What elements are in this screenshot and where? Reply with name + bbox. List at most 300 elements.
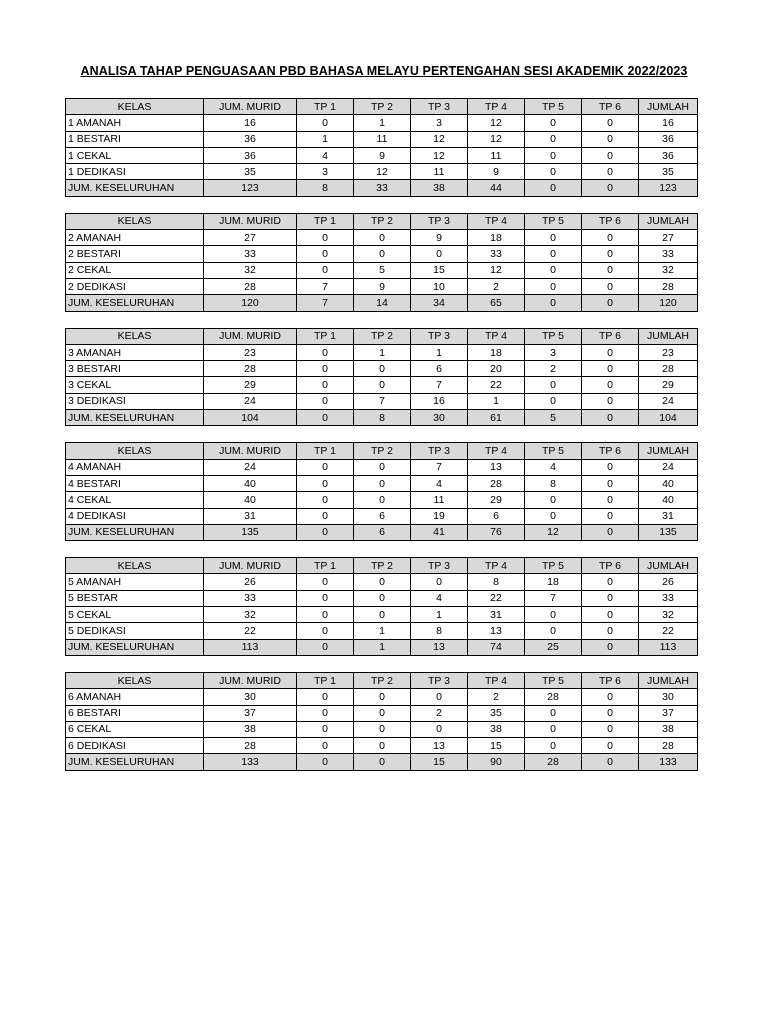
value-cell: 7 [354, 393, 411, 409]
value-cell: 2 [525, 361, 582, 377]
class-name-cell: 1 AMANAH [66, 115, 204, 131]
column-header: TP 1 [297, 99, 354, 115]
value-cell: 1 [411, 607, 468, 623]
class-name-cell: 4 BESTARI [66, 475, 204, 491]
column-header: KELAS [66, 99, 204, 115]
value-cell: 26 [639, 574, 698, 590]
value-cell: 3 [525, 344, 582, 360]
value-cell: 38 [204, 721, 297, 737]
value-cell: 16 [204, 115, 297, 131]
total-row [66, 295, 698, 311]
value-cell: 9 [354, 278, 411, 294]
value-cell: 0 [297, 459, 354, 475]
class-name-cell: 5 CEKAL [66, 607, 204, 623]
value-cell: 16 [411, 393, 468, 409]
class-name-cell: 5 DEDIKASI [66, 623, 204, 639]
value-cell: 0 [582, 689, 639, 705]
total-value-cell: 61 [468, 410, 525, 426]
value-cell: 28 [639, 361, 698, 377]
total-value-cell: 120 [204, 295, 297, 311]
header-row [66, 558, 698, 574]
value-cell: 0 [297, 689, 354, 705]
column-header: TP 2 [354, 213, 411, 229]
table-row [66, 147, 698, 163]
column-header: TP 6 [582, 99, 639, 115]
column-header: TP 3 [411, 558, 468, 574]
column-header: TP 2 [354, 443, 411, 459]
total-value-cell: 12 [525, 524, 582, 540]
column-header: TP 5 [525, 558, 582, 574]
total-value-cell: 120 [639, 295, 698, 311]
column-header: TP 4 [468, 213, 525, 229]
value-cell: 37 [639, 705, 698, 721]
class-name-cell: 6 AMANAH [66, 689, 204, 705]
table-row [66, 230, 698, 246]
value-cell: 33 [639, 246, 698, 262]
value-cell: 30 [204, 689, 297, 705]
value-cell: 16 [639, 115, 698, 131]
value-cell: 24 [204, 459, 297, 475]
column-header: JUM. MURID [204, 558, 297, 574]
value-cell: 0 [354, 492, 411, 508]
column-header: JUMLAH [639, 558, 698, 574]
value-cell: 0 [297, 508, 354, 524]
value-cell: 0 [582, 508, 639, 524]
total-value-cell: 74 [468, 639, 525, 655]
value-cell: 7 [297, 278, 354, 294]
table-row [66, 377, 698, 393]
total-row [66, 639, 698, 655]
column-header: KELAS [66, 328, 204, 344]
value-cell: 27 [639, 230, 698, 246]
class-name-cell: 6 CEKAL [66, 721, 204, 737]
column-header: TP 3 [411, 672, 468, 688]
header-row [66, 672, 698, 688]
column-header: TP 2 [354, 672, 411, 688]
value-cell: 28 [204, 738, 297, 754]
value-cell: 3 [297, 164, 354, 180]
class-name-cell: 1 DEDIKASI [66, 164, 204, 180]
value-cell: 4 [297, 147, 354, 163]
value-cell: 0 [297, 115, 354, 131]
total-value-cell: 33 [354, 180, 411, 196]
total-value-cell: 0 [525, 295, 582, 311]
total-value-cell: 123 [204, 180, 297, 196]
total-value-cell: 123 [639, 180, 698, 196]
table-row [66, 574, 698, 590]
total-value-cell: 38 [411, 180, 468, 196]
total-value-cell: 0 [582, 180, 639, 196]
value-cell: 35 [639, 164, 698, 180]
value-cell: 0 [582, 721, 639, 737]
value-cell: 22 [468, 590, 525, 606]
column-header: TP 5 [525, 99, 582, 115]
total-value-cell: 65 [468, 295, 525, 311]
value-cell: 15 [411, 262, 468, 278]
total-label-cell: JUM. KESELURUHAN [66, 524, 204, 540]
column-header: TP 2 [354, 558, 411, 574]
column-header: TP 3 [411, 328, 468, 344]
class-name-cell: 4 AMANAH [66, 459, 204, 475]
value-cell: 0 [525, 147, 582, 163]
value-cell: 26 [204, 574, 297, 590]
column-header: TP 4 [468, 672, 525, 688]
column-header: JUM. MURID [204, 99, 297, 115]
value-cell: 11 [354, 131, 411, 147]
class-name-cell: 2 DEDIKASI [66, 278, 204, 294]
total-value-cell: 1 [354, 639, 411, 655]
value-cell: 0 [525, 230, 582, 246]
value-cell: 0 [297, 607, 354, 623]
value-cell: 0 [354, 361, 411, 377]
total-value-cell: 135 [204, 524, 297, 540]
total-value-cell: 41 [411, 524, 468, 540]
column-header: TP 6 [582, 443, 639, 459]
column-header: KELAS [66, 558, 204, 574]
value-cell: 0 [297, 623, 354, 639]
value-cell: 0 [582, 361, 639, 377]
value-cell: 1 [354, 623, 411, 639]
total-value-cell: 14 [354, 295, 411, 311]
value-cell: 38 [639, 721, 698, 737]
column-header: KELAS [66, 443, 204, 459]
table-row [66, 508, 698, 524]
value-cell: 0 [582, 393, 639, 409]
table-row [66, 738, 698, 754]
total-value-cell: 0 [297, 524, 354, 540]
value-cell: 12 [411, 147, 468, 163]
value-cell: 32 [204, 607, 297, 623]
value-cell: 12 [468, 262, 525, 278]
total-value-cell: 104 [639, 410, 698, 426]
value-cell: 10 [411, 278, 468, 294]
total-label-cell: JUM. KESELURUHAN [66, 639, 204, 655]
value-cell: 8 [468, 574, 525, 590]
column-header: JUMLAH [639, 328, 698, 344]
value-cell: 33 [204, 246, 297, 262]
value-cell: 33 [639, 590, 698, 606]
value-cell: 0 [354, 377, 411, 393]
table-row [66, 344, 698, 360]
value-cell: 8 [411, 623, 468, 639]
table-row [66, 607, 698, 623]
value-cell: 5 [354, 262, 411, 278]
value-cell: 0 [297, 230, 354, 246]
total-label-cell: JUM. KESELURUHAN [66, 410, 204, 426]
column-header: TP 1 [297, 558, 354, 574]
table-row [66, 164, 698, 180]
value-cell: 27 [204, 230, 297, 246]
value-cell: 0 [297, 574, 354, 590]
value-cell: 0 [582, 705, 639, 721]
value-cell: 0 [354, 721, 411, 737]
value-cell: 22 [468, 377, 525, 393]
value-cell: 24 [639, 459, 698, 475]
value-cell: 9 [468, 164, 525, 180]
value-cell: 0 [354, 607, 411, 623]
column-header: TP 4 [468, 443, 525, 459]
column-header: JUM. MURID [204, 328, 297, 344]
value-cell: 0 [297, 492, 354, 508]
value-cell: 33 [468, 246, 525, 262]
total-value-cell: 0 [582, 524, 639, 540]
value-cell: 0 [525, 393, 582, 409]
value-cell: 0 [582, 164, 639, 180]
value-cell: 0 [525, 262, 582, 278]
value-cell: 19 [411, 508, 468, 524]
value-cell: 0 [525, 738, 582, 754]
value-cell: 0 [297, 393, 354, 409]
value-cell: 0 [525, 705, 582, 721]
table-row [66, 131, 698, 147]
total-value-cell: 113 [639, 639, 698, 655]
column-header: TP 3 [411, 213, 468, 229]
value-cell: 28 [468, 475, 525, 491]
table-row [66, 262, 698, 278]
column-header: KELAS [66, 672, 204, 688]
value-cell: 6 [354, 508, 411, 524]
value-cell: 0 [582, 738, 639, 754]
column-header: TP 4 [468, 99, 525, 115]
value-cell: 23 [639, 344, 698, 360]
value-cell: 12 [468, 115, 525, 131]
value-cell: 9 [411, 230, 468, 246]
column-header: TP 4 [468, 558, 525, 574]
value-cell: 12 [468, 131, 525, 147]
class-name-cell: 6 BESTARI [66, 705, 204, 721]
class-name-cell: 4 CEKAL [66, 492, 204, 508]
value-cell: 4 [411, 590, 468, 606]
class-name-cell: 4 DEDIKASI [66, 508, 204, 524]
value-cell: 0 [582, 246, 639, 262]
value-cell: 4 [525, 459, 582, 475]
value-cell: 38 [468, 721, 525, 737]
class-name-cell: 5 AMANAH [66, 574, 204, 590]
value-cell: 22 [639, 623, 698, 639]
value-cell: 23 [204, 344, 297, 360]
value-cell: 0 [354, 574, 411, 590]
column-header: TP 1 [297, 328, 354, 344]
class-name-cell: 6 DEDIKASI [66, 738, 204, 754]
total-value-cell: 113 [204, 639, 297, 655]
value-cell: 31 [639, 508, 698, 524]
column-header: JUM. MURID [204, 672, 297, 688]
value-cell: 0 [525, 377, 582, 393]
table-row [66, 361, 698, 377]
value-cell: 40 [639, 492, 698, 508]
total-value-cell: 25 [525, 639, 582, 655]
total-value-cell: 6 [354, 524, 411, 540]
value-cell: 0 [525, 115, 582, 131]
table-row [66, 590, 698, 606]
column-header: KELAS [66, 213, 204, 229]
value-cell: 36 [639, 131, 698, 147]
total-value-cell: 44 [468, 180, 525, 196]
column-header: TP 1 [297, 213, 354, 229]
value-cell: 3 [411, 115, 468, 131]
total-row [66, 410, 698, 426]
value-cell: 0 [582, 574, 639, 590]
column-header: JUMLAH [639, 672, 698, 688]
class-table-3 [65, 328, 698, 427]
value-cell: 40 [204, 492, 297, 508]
column-header: JUMLAH [639, 213, 698, 229]
column-header: TP 5 [525, 328, 582, 344]
header-row [66, 213, 698, 229]
value-cell: 0 [411, 721, 468, 737]
value-cell: 0 [582, 147, 639, 163]
value-cell: 28 [639, 278, 698, 294]
value-cell: 0 [582, 607, 639, 623]
value-cell: 0 [582, 131, 639, 147]
value-cell: 11 [411, 492, 468, 508]
class-name-cell: 2 BESTARI [66, 246, 204, 262]
total-value-cell: 0 [525, 180, 582, 196]
value-cell: 33 [204, 590, 297, 606]
value-cell: 0 [525, 164, 582, 180]
column-header: JUMLAH [639, 443, 698, 459]
value-cell: 0 [354, 459, 411, 475]
value-cell: 0 [297, 377, 354, 393]
value-cell: 28 [204, 278, 297, 294]
value-cell: 0 [525, 607, 582, 623]
total-value-cell: 0 [354, 754, 411, 770]
table-row [66, 475, 698, 491]
value-cell: 2 [468, 278, 525, 294]
column-header: TP 5 [525, 443, 582, 459]
value-cell: 0 [354, 590, 411, 606]
class-table-5 [65, 557, 698, 656]
value-cell: 0 [297, 705, 354, 721]
total-value-cell: 104 [204, 410, 297, 426]
value-cell: 35 [468, 705, 525, 721]
class-name-cell: 3 CEKAL [66, 377, 204, 393]
total-value-cell: 34 [411, 295, 468, 311]
class-name-cell: 2 AMANAH [66, 230, 204, 246]
value-cell: 32 [639, 262, 698, 278]
total-label-cell: JUM. KESELURUHAN [66, 295, 204, 311]
value-cell: 1 [354, 115, 411, 131]
value-cell: 2 [468, 689, 525, 705]
total-row [66, 754, 698, 770]
column-header: TP 4 [468, 328, 525, 344]
table-row [66, 459, 698, 475]
value-cell: 8 [525, 475, 582, 491]
total-value-cell: 0 [582, 295, 639, 311]
value-cell: 0 [582, 278, 639, 294]
table-row [66, 278, 698, 294]
value-cell: 11 [468, 147, 525, 163]
value-cell: 30 [639, 689, 698, 705]
value-cell: 0 [525, 131, 582, 147]
value-cell: 40 [639, 475, 698, 491]
column-header: TP 3 [411, 99, 468, 115]
class-name-cell: 1 BESTARI [66, 131, 204, 147]
class-table-6 [65, 672, 698, 771]
value-cell: 6 [411, 361, 468, 377]
column-header: JUM. MURID [204, 443, 297, 459]
total-row [66, 180, 698, 196]
column-header: TP 3 [411, 443, 468, 459]
value-cell: 0 [582, 623, 639, 639]
value-cell: 9 [354, 147, 411, 163]
value-cell: 0 [297, 475, 354, 491]
value-cell: 0 [354, 246, 411, 262]
value-cell: 20 [468, 361, 525, 377]
value-cell: 7 [525, 590, 582, 606]
value-cell: 29 [204, 377, 297, 393]
value-cell: 0 [411, 574, 468, 590]
value-cell: 28 [639, 738, 698, 754]
value-cell: 7 [411, 377, 468, 393]
column-header: TP 1 [297, 443, 354, 459]
total-label-cell: JUM. KESELURUHAN [66, 180, 204, 196]
total-value-cell: 30 [411, 410, 468, 426]
value-cell: 0 [525, 623, 582, 639]
value-cell: 0 [525, 246, 582, 262]
total-value-cell: 133 [639, 754, 698, 770]
header-row [66, 443, 698, 459]
value-cell: 1 [411, 344, 468, 360]
value-cell: 0 [297, 590, 354, 606]
value-cell: 37 [204, 705, 297, 721]
total-value-cell: 0 [297, 754, 354, 770]
value-cell: 22 [204, 623, 297, 639]
class-name-cell: 3 DEDIKASI [66, 393, 204, 409]
value-cell: 4 [411, 475, 468, 491]
total-value-cell: 0 [297, 639, 354, 655]
value-cell: 18 [468, 230, 525, 246]
total-value-cell: 13 [411, 639, 468, 655]
total-value-cell: 135 [639, 524, 698, 540]
table-row [66, 689, 698, 705]
column-header: TP 6 [582, 558, 639, 574]
value-cell: 0 [297, 246, 354, 262]
value-cell: 13 [468, 623, 525, 639]
value-cell: 0 [582, 230, 639, 246]
value-cell: 18 [468, 344, 525, 360]
value-cell: 31 [204, 508, 297, 524]
value-cell: 0 [582, 115, 639, 131]
total-value-cell: 15 [411, 754, 468, 770]
value-cell: 0 [297, 738, 354, 754]
class-name-cell: 1 CEKAL [66, 147, 204, 163]
value-cell: 0 [582, 377, 639, 393]
value-cell: 0 [354, 689, 411, 705]
document-title: ANALISA TAHAP PENGUASAAN PBD BAHASA MELAYU PERTENGAHAN SESI AKADEMIK 2022/2023 [80, 64, 688, 78]
tables-container [65, 98, 697, 787]
value-cell: 32 [639, 607, 698, 623]
column-header: TP 5 [525, 213, 582, 229]
value-cell: 11 [411, 164, 468, 180]
table-row [66, 492, 698, 508]
value-cell: 0 [354, 475, 411, 491]
total-value-cell: 76 [468, 524, 525, 540]
total-value-cell: 90 [468, 754, 525, 770]
value-cell: 29 [639, 377, 698, 393]
column-header: TP 6 [582, 672, 639, 688]
value-cell: 40 [204, 475, 297, 491]
column-header: TP 6 [582, 328, 639, 344]
value-cell: 12 [411, 131, 468, 147]
table-row [66, 246, 698, 262]
total-row [66, 524, 698, 540]
total-value-cell: 0 [582, 754, 639, 770]
header-row [66, 99, 698, 115]
column-header: TP 2 [354, 328, 411, 344]
value-cell: 0 [582, 475, 639, 491]
total-value-cell: 0 [582, 639, 639, 655]
